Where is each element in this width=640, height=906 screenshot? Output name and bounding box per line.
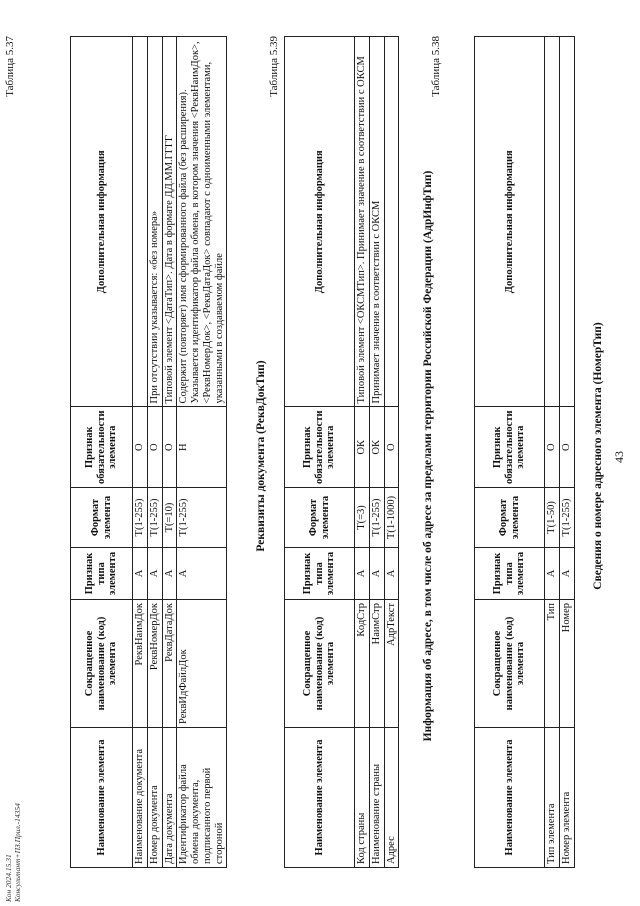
table-row [177, 37, 227, 868]
table-number-5-38: Таблица 5.38 [430, 36, 442, 97]
header-short-name: Сокращенное наименование (код) элемента [71, 600, 133, 728]
cell-format: T(1-50) [545, 488, 560, 548]
cell-type-flag: А [559, 548, 574, 600]
header-additional-info: Дополнительная информация [71, 37, 133, 407]
cell-element-name: Код страны [355, 728, 370, 868]
cell-element-name: Тип элемента [545, 728, 560, 868]
cell-format: T(=10) [162, 488, 177, 548]
cell-format: T(1-255) [559, 488, 574, 548]
cell-additional-info: Принимает значение в соответствии с ОКСМ [369, 37, 384, 407]
table-number-5-37: Таблица 5.37 [4, 36, 16, 97]
cell-additional-info: Типовой элемент <ОКСМТип>. Принимает значение в соответствии с ОКСМ [355, 37, 370, 407]
table-5-39 [70, 36, 227, 868]
cell-type-flag: А [177, 548, 227, 600]
cell-mandatory-flag: О [133, 407, 148, 488]
cell-type-flag: А [545, 548, 560, 600]
cell-format: T(1-255) [177, 488, 227, 548]
table-caption-5-38: Информация об адресе, в том числе об адресе за пределами территории Российской Федерации (АдрИнфТип) [422, 170, 434, 742]
table-caption-5-39: Реквизиты документа (РеквДокТип) [255, 360, 267, 552]
header-type-flag: Признак типа элемента [285, 548, 355, 600]
header-type-flag: Признак типа элемента [71, 548, 133, 600]
cell-mandatory-flag: О [545, 407, 560, 488]
cell-mandatory-flag: ОК [369, 407, 384, 488]
cell-additional-info: Типовой элемент <ДатаТип>. Дата в формате ДД.ММ.ГГГГ [162, 37, 177, 407]
cell-type-flag: А [162, 548, 177, 600]
cell-short-name: РеквИдФайлДок [177, 600, 227, 728]
cell-short-name: Тип [545, 600, 560, 728]
cell-element-name: Наименование страны [369, 728, 384, 868]
cell-mandatory-flag: О [559, 407, 574, 488]
cell-type-flag: А [147, 548, 162, 600]
cell-format: T(1-255) [133, 488, 148, 548]
header-format: Формат элемента [475, 488, 545, 548]
cell-additional-info [545, 37, 560, 407]
header-element-name: Наименование элемента [475, 728, 545, 868]
cell-format: T(1-1000) [384, 488, 399, 548]
stamp-line: Кон 2024.15.31 [4, 854, 13, 902]
cell-mandatory-flag: О [384, 407, 399, 488]
header-additional-info: Дополнительная информация [285, 37, 355, 407]
cell-mandatory-flag: О [162, 407, 177, 488]
cell-element-name: Наименование документа [133, 728, 148, 868]
table-row [355, 37, 370, 868]
cell-element-name: Дата документа [162, 728, 177, 868]
cell-type-flag: А [355, 548, 370, 600]
cell-format: T(1-255) [147, 488, 162, 548]
table-row [369, 37, 384, 868]
header-additional-info: Дополнительная информация [475, 37, 545, 407]
header-format: Формат элемента [285, 488, 355, 548]
cell-mandatory-flag: О [147, 407, 162, 488]
header-short-name: Сокращенное наименование (код) элемента [475, 600, 545, 728]
table-5-38 [284, 36, 399, 868]
cell-format: T(=3) [355, 488, 370, 548]
cell-element-name: Номер документа [147, 728, 162, 868]
cell-short-name: НаимСтр [369, 600, 384, 728]
cell-type-flag: А [369, 548, 384, 600]
cell-short-name: РеквНаимДок [133, 600, 148, 728]
cell-additional-info [384, 37, 399, 407]
header-type-flag: Признак типа элемента [475, 548, 545, 600]
table-5-37 [474, 36, 575, 868]
cell-short-name: КодСтр [355, 600, 370, 728]
stamp-line: Консультант+ПЗ.Прил.-14354 [13, 803, 22, 902]
cell-additional-info [559, 37, 574, 407]
table-row [133, 37, 148, 868]
cell-element-name: Адрес [384, 728, 399, 868]
header-mandatory-flag: Признак обязательности элемента [475, 407, 545, 488]
cell-mandatory-flag: Н [177, 407, 227, 488]
cell-additional-info [133, 37, 148, 407]
cell-additional-info: При отсутствии указывается: «без номера» [147, 37, 162, 407]
cell-short-name: АдрТекст [384, 600, 399, 728]
cell-element-name: Идентификатор файла обмена документа, подписанного первой стороной [177, 728, 227, 868]
cell-type-flag: А [384, 548, 399, 600]
table-row [147, 37, 162, 868]
table-number-5-39: Таблица 5.39 [268, 36, 280, 97]
header-mandatory-flag: Признак обязательности элемента [71, 407, 133, 488]
cell-type-flag: А [133, 548, 148, 600]
page-number: 43 [612, 451, 626, 463]
cell-short-name: Номер [559, 600, 574, 728]
header-element-name: Наименование элемента [71, 728, 133, 868]
cell-mandatory-flag: ОК [355, 407, 370, 488]
table-caption-5-37: Сведения о номере адресного элемента (НомерТип) [592, 322, 604, 590]
cell-element-name: Номер элемента [559, 728, 574, 868]
table-row [384, 37, 399, 868]
header-format: Формат элемента [71, 488, 133, 548]
cell-format: T(1-255) [369, 488, 384, 548]
cell-additional-info: Содержит (повторяет) имя сформированного файла (без расширения). Указывается идентификатор файла обмена, в котором значения <РеквНаимДок>, <РеквНомерДок>, <РеквДатаДок> совпадают с одноименными элементами, указанными в создаваемом файле [177, 37, 227, 407]
cell-short-name: РеквНомерДок [147, 600, 162, 728]
table-row [162, 37, 177, 868]
header-element-name: Наименование элемента [285, 728, 355, 868]
table-row [545, 37, 560, 868]
cell-short-name: РеквДатаДок [162, 600, 177, 728]
header-mandatory-flag: Признак обязательности элемента [285, 407, 355, 488]
header-short-name: Сокращенное наименование (код) элемента [285, 600, 355, 728]
table-row [559, 37, 574, 868]
document-stamp [4, 803, 22, 902]
